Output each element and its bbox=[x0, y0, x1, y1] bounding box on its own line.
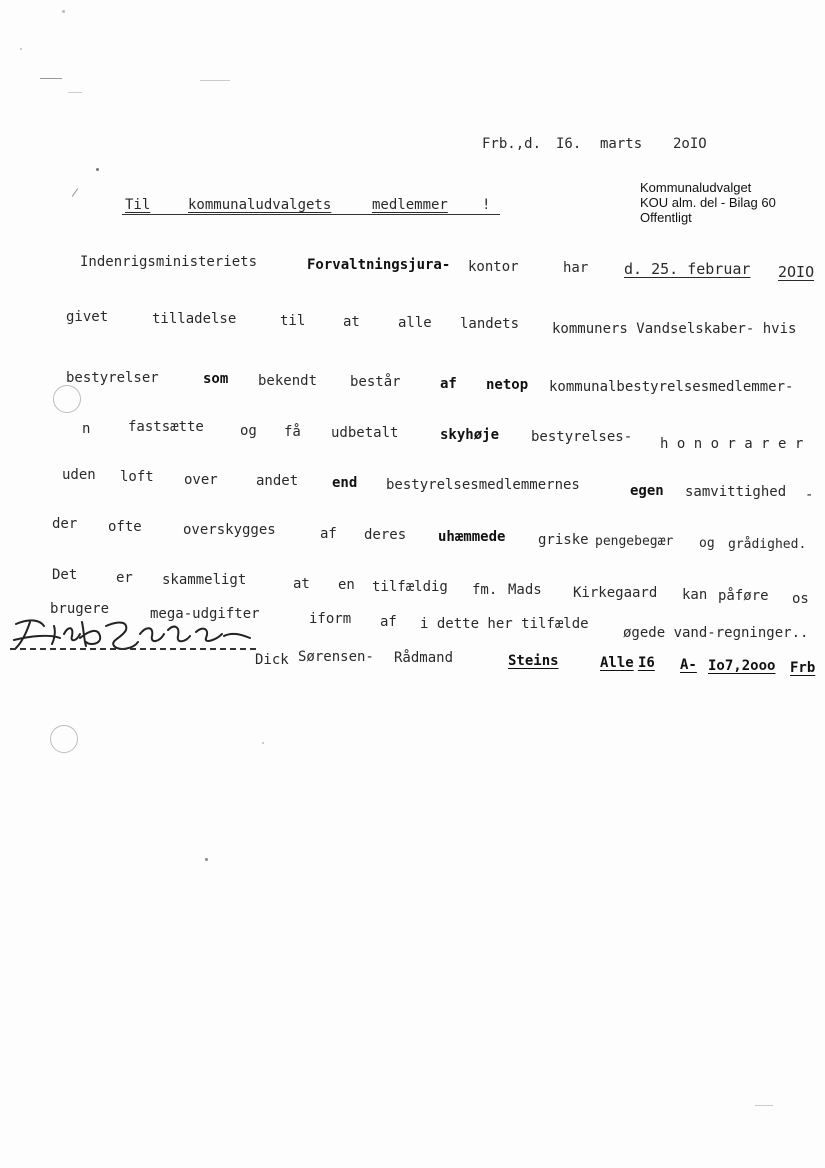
body-word: kommunalbestyrelsesmedlemmer- bbox=[549, 379, 794, 395]
date-year: 2oIO bbox=[673, 136, 707, 152]
body-word: end bbox=[332, 475, 358, 491]
salutation-word: medlemmer bbox=[372, 197, 448, 213]
body-word: bekendt bbox=[258, 373, 318, 389]
salutation-word: kommunaludvalgets bbox=[188, 197, 332, 213]
body-word: uhæmmede bbox=[438, 529, 506, 545]
body-word: deres bbox=[364, 527, 407, 543]
punch-hole bbox=[50, 725, 78, 753]
body-word: brugere bbox=[50, 601, 110, 617]
scan-mark bbox=[40, 78, 62, 79]
body-word: grådighed. bbox=[728, 537, 807, 552]
scan-mark bbox=[200, 80, 230, 81]
body-word: ofte bbox=[108, 519, 142, 535]
street-suffix: Alle bbox=[600, 655, 634, 671]
body-word: af bbox=[440, 376, 457, 392]
body-word: som bbox=[203, 371, 229, 387]
body-word: fm. bbox=[472, 582, 498, 598]
body-word: har bbox=[563, 260, 589, 276]
body-word: at bbox=[343, 314, 360, 330]
body-word: alle bbox=[398, 315, 432, 331]
signer-title: Rådmand bbox=[394, 650, 454, 666]
date-prefix: Frb.,d. bbox=[482, 136, 542, 152]
body-word: bestyrelser bbox=[66, 370, 159, 386]
body-word: og bbox=[699, 536, 715, 551]
body-line bbox=[0, 254, 825, 281]
scan-speck bbox=[205, 858, 208, 861]
stamp-committee: Kommunaludvalget bbox=[640, 180, 752, 195]
stamp-reference: KOU alm. del - Bilag 60 bbox=[640, 195, 776, 210]
body-line bbox=[0, 309, 825, 337]
stamp-status: Offentligt bbox=[640, 210, 692, 225]
body-word: andet bbox=[256, 473, 299, 489]
body-word: Det bbox=[52, 567, 78, 583]
body-word: der bbox=[52, 516, 78, 532]
body-word: kontor bbox=[468, 259, 519, 275]
signer-name: Dick bbox=[255, 652, 289, 668]
body-word: uden bbox=[62, 467, 96, 483]
body-word: af bbox=[320, 526, 337, 542]
body-word: Kirkegaard bbox=[573, 585, 658, 601]
date-day: I6. bbox=[556, 136, 582, 152]
body-word: samvittighed bbox=[685, 484, 787, 500]
body-word: bestyrelses- bbox=[531, 429, 633, 445]
postal-code: Io7,2ooo bbox=[708, 658, 776, 674]
salutation-underline bbox=[122, 214, 500, 215]
body-word: mega-udgifter bbox=[150, 606, 260, 622]
body-line bbox=[0, 467, 825, 503]
body-word: Indenrigsministeriets bbox=[80, 254, 258, 270]
body-word: d. 25. februar bbox=[624, 260, 751, 278]
scan-mark bbox=[755, 1105, 773, 1106]
body-word: er bbox=[116, 570, 133, 586]
body-word: givet bbox=[66, 309, 109, 325]
body-word: fastsætte bbox=[128, 419, 204, 435]
body-word: kommuners Vandselskaber- hvis bbox=[552, 321, 797, 337]
body-word: Forvaltningsjura- bbox=[307, 257, 451, 273]
body-word: bestyrelsesmedlemmernes bbox=[386, 477, 580, 493]
body-word: til bbox=[280, 313, 306, 329]
body-word: pengebegær bbox=[595, 534, 674, 549]
body-word: af bbox=[380, 614, 397, 630]
body-word: iform bbox=[309, 611, 352, 627]
body-word: skyhøje bbox=[440, 427, 500, 443]
body-word: består bbox=[350, 374, 401, 390]
scan-mark bbox=[72, 188, 79, 197]
city-abbrev: Frb bbox=[790, 660, 816, 676]
body-word: landets bbox=[460, 316, 520, 332]
body-word: netop bbox=[486, 377, 529, 393]
date-month: marts bbox=[600, 136, 643, 152]
scan-speck bbox=[262, 742, 264, 744]
body-line bbox=[0, 370, 825, 395]
date-line bbox=[0, 137, 825, 157]
body-word: at bbox=[293, 576, 310, 592]
scan-mark bbox=[68, 92, 82, 93]
body-word: n bbox=[82, 421, 91, 437]
scan-speck bbox=[96, 168, 99, 171]
signer-surname: Sørensen- bbox=[298, 649, 374, 665]
street-name: Steins bbox=[508, 653, 559, 669]
body-word: en bbox=[338, 577, 355, 593]
salutation bbox=[0, 198, 825, 218]
body-word: tilfældig bbox=[372, 579, 448, 595]
body-word: h o n o r a r e r bbox=[660, 436, 804, 452]
salutation-word: ! bbox=[482, 197, 491, 213]
signature-line bbox=[0, 649, 825, 676]
scan-speck bbox=[62, 10, 65, 13]
scan-speck bbox=[20, 48, 22, 50]
body-word: skammeligt bbox=[162, 572, 247, 588]
body-line bbox=[0, 419, 825, 452]
body-line bbox=[0, 516, 825, 552]
body-word: loft bbox=[120, 469, 154, 485]
body-word: overskygges bbox=[183, 522, 276, 538]
body-word: griske bbox=[538, 532, 589, 548]
body-word: 2OIO bbox=[778, 263, 815, 281]
body-word: udbetalt bbox=[331, 425, 399, 441]
address-letter: A- bbox=[680, 657, 697, 673]
body-word: egen bbox=[630, 483, 664, 499]
body-word: i dette her tilfælde bbox=[420, 616, 589, 632]
body-line bbox=[0, 567, 825, 607]
body-word: - bbox=[805, 487, 814, 503]
body-word: os bbox=[792, 591, 809, 607]
body-word: øgede vand-regninger.. bbox=[623, 625, 809, 641]
body-word: få bbox=[284, 424, 301, 440]
body-word: kan bbox=[682, 587, 708, 603]
house-number: I6 bbox=[638, 655, 655, 671]
body-word: Mads bbox=[508, 582, 542, 598]
body-word: og bbox=[240, 423, 257, 439]
body-word: over bbox=[184, 472, 218, 488]
salutation-word: Til bbox=[125, 197, 151, 213]
body-word: påføre bbox=[718, 588, 769, 604]
body-word: tilladelse bbox=[152, 311, 237, 327]
